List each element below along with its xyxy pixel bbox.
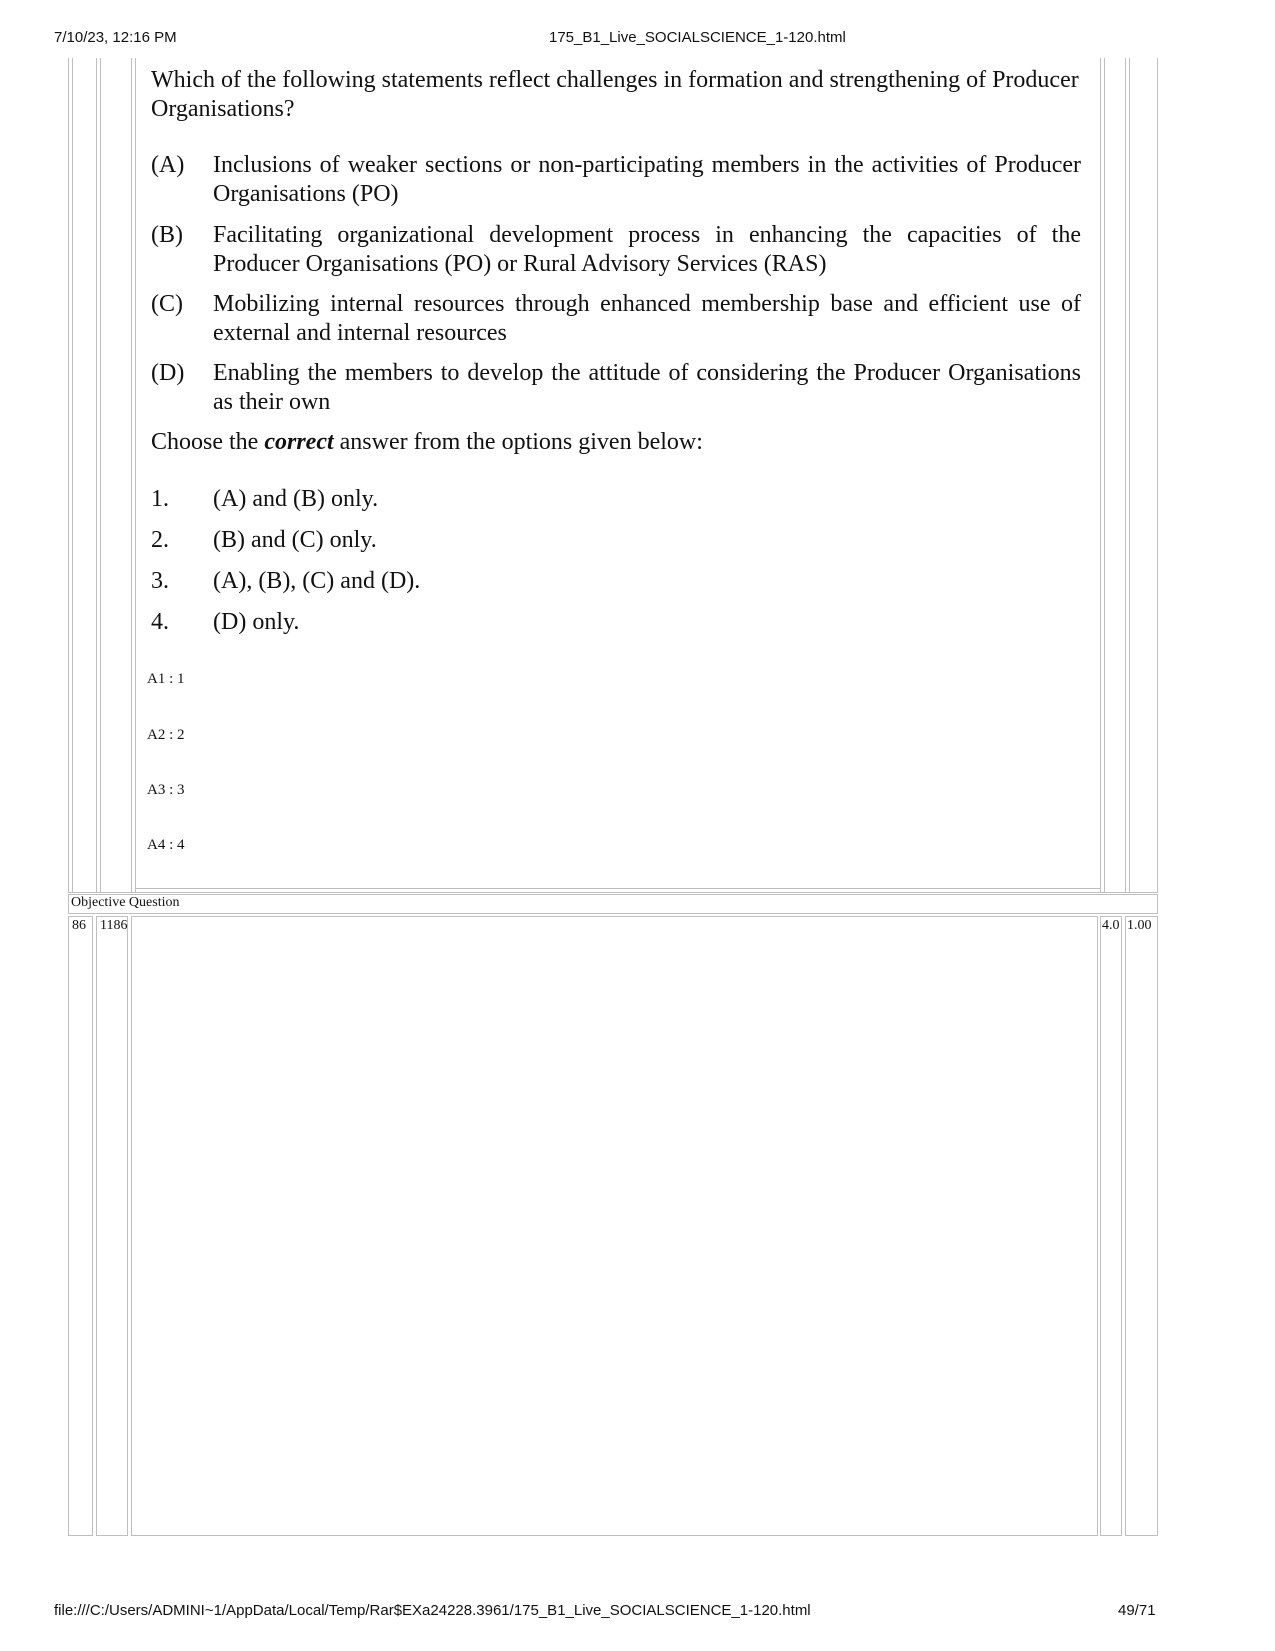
statement-text: Facilitating organizational development process in enhancing the capacities of the Producer Organisations (PO) or Rural Advisory Services (RAS)	[213, 222, 1081, 277]
statement-text: Inclusions of weaker sections or non-participating members in the activities of Producer Organisations (PO)	[213, 152, 1081, 207]
answer-option-4	[151, 608, 299, 637]
answer-option-3	[151, 567, 420, 596]
statement-label: (A)	[151, 152, 185, 178]
statement-d	[151, 359, 1081, 417]
print-page-title: 175_B1_Live_SOCIALSCIENCE_1-120.html	[549, 29, 846, 46]
option-number: 2.	[151, 527, 169, 553]
negative-cell	[1125, 916, 1158, 1536]
marks-value: 4.0	[1102, 918, 1120, 933]
answer-key-1: A1 : 1	[147, 671, 185, 687]
statement-label: (B)	[151, 222, 183, 248]
serial-cell	[68, 916, 93, 1536]
question-type-label: Objective Question	[71, 895, 180, 910]
negative-marks-value: 1.00	[1127, 918, 1152, 933]
statement-a	[151, 151, 1081, 209]
statement-b	[151, 221, 1081, 279]
answer-option-1	[151, 485, 378, 514]
option-text: (B) and (C) only.	[213, 527, 377, 553]
question-id-cell	[96, 916, 128, 1536]
print-datetime: 7/10/23, 12:16 PM	[54, 29, 177, 46]
option-number: 4.	[151, 609, 169, 635]
serial-number: 86	[72, 918, 86, 933]
question-stem: Which of the following statements reflect challenges in formation and strengthening of Producer Organisations?	[151, 67, 1079, 122]
statement-text: Enabling the members to develop the attitude of considering the Producer Organisations as their own	[213, 360, 1081, 415]
answer-key-2: A2 : 2	[147, 727, 185, 743]
question-body-cell	[131, 916, 1098, 1536]
statement-label: (C)	[151, 291, 183, 317]
option-number: 1.	[151, 486, 169, 512]
marks-cell	[1100, 916, 1122, 1536]
instruction-emphasis: correct	[264, 429, 334, 455]
answer-key-4: A4 : 4	[147, 837, 185, 853]
answer-instruction: Choose the correct answer from the options given below:	[151, 429, 703, 455]
statement-label: (D)	[151, 360, 185, 386]
statement-c	[151, 290, 1081, 348]
answer-option-2	[151, 526, 377, 555]
option-number: 3.	[151, 568, 169, 594]
question-type-cell	[68, 894, 1158, 914]
print-file-url: file:///C:/Users/ADMINI~1/AppData/Local/Temp/Rar$EXa24228.3961/175_B1_Live_SOCIALSCIENCE_1-120.html	[54, 1602, 811, 1619]
option-text: (A) and (B) only.	[213, 486, 379, 512]
answer-key-3: A3 : 3	[147, 782, 185, 798]
statement-text: Mobilizing internal resources through enhanced membership base and efficient use of external and internal resources	[213, 291, 1081, 346]
print-page-counter: 49/71	[1118, 1602, 1156, 1619]
option-text: (A), (B), (C) and (D).	[213, 568, 421, 594]
question-id: 1186	[100, 918, 128, 933]
option-text: (D) only.	[213, 609, 300, 635]
